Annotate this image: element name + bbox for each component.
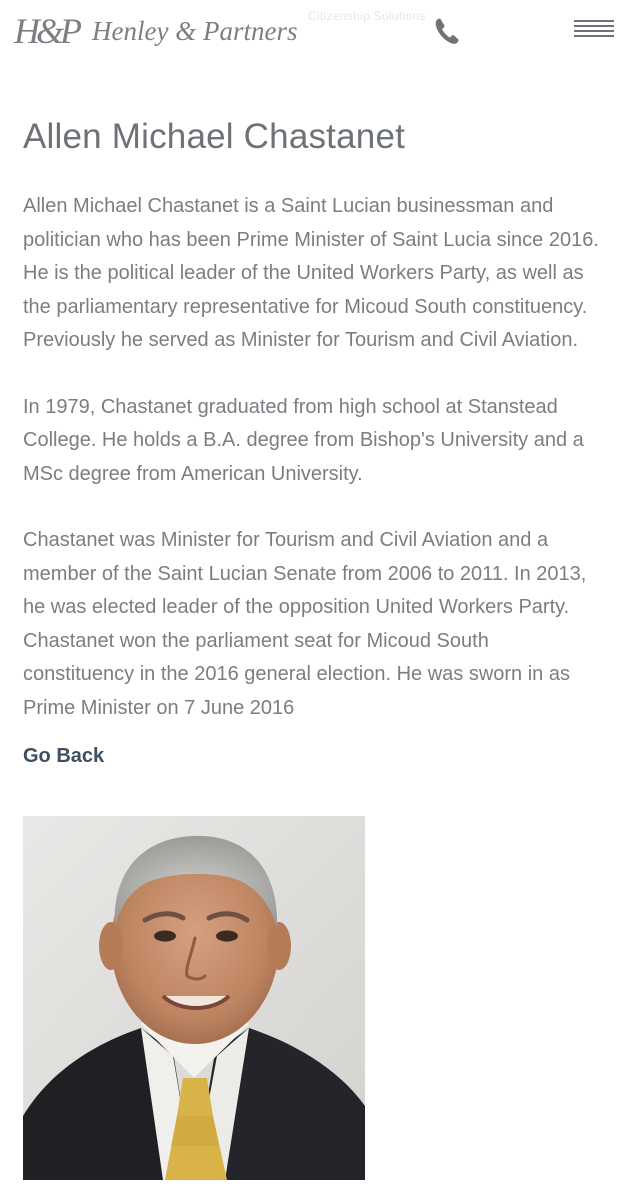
hamburger-menu-button[interactable]: [574, 20, 614, 42]
menu-bar-icon: [574, 20, 614, 22]
menu-bar-icon: [574, 30, 614, 32]
go-back-link[interactable]: Go Back: [23, 745, 105, 767]
menu-bar-icon: [574, 25, 614, 27]
logo-monogram: H&P: [14, 11, 78, 51]
faded-header-link[interactable]: Citizenship Solutions: [308, 9, 426, 23]
portrait-photo: [23, 816, 365, 1180]
phone-icon: [434, 17, 460, 45]
article-content: [23, 108, 603, 771]
site-header: [0, 0, 629, 72]
bio-paragraph: In 1979, Chastanet graduated from high school at Stanstead College. He holds a B.A. degree from Bishop's University and a MSc degree from American University.: [23, 395, 584, 485]
logo-link[interactable]: [14, 6, 334, 56]
phone-button[interactable]: [432, 16, 462, 46]
page-title: Allen Michael Chastanet: [23, 117, 406, 156]
bio-paragraph: Chastanet was Minister for Tourism and Civil Aviation and a member of the Saint Lucian Senate from 2006 to 2011. In 2013, he was elected leader of the opposition United Workers Party. Chastanet won the parliament seat for Micoud South constituency in the 2016 general election. He was sworn in as Prime Minister on 7 June 2016: [23, 529, 587, 719]
logo-wordmark: Henley & Partners: [92, 15, 298, 46]
bio-paragraph: Allen Michael Chastanet is a Saint Lucian businessman and politician who has been Prime Minister of Saint Lucia since 2016. He is the political leader of the United Workers Party, as well as the parliamentary representative for Micoud South constituency. Previously he served as Minister for Tourism and Civil Aviation.: [23, 195, 599, 351]
portrait-illustration: [23, 816, 365, 1180]
menu-bar-icon: [574, 35, 614, 37]
